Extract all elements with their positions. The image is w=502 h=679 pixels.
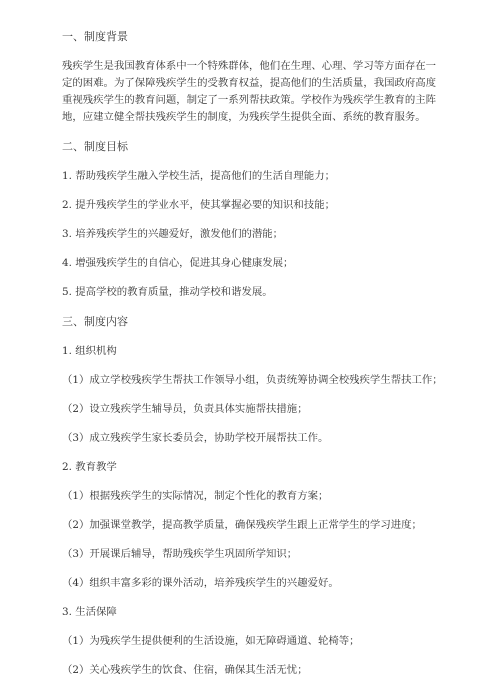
living-item-2: （2）关心残疾学生的饮食、住宿，确保其生活无忧； bbox=[62, 664, 308, 676]
subsection-title-teaching: 2. 教育教学 bbox=[62, 461, 117, 473]
subsection-title-living: 3. 生活保障 bbox=[62, 606, 117, 618]
goal-item-2: 2. 提升残疾学生的学业水平，使其掌握必要的知识和技能； bbox=[62, 199, 335, 211]
goal-item-5: 5. 提高学校的教育质量，推动学校和谐发展。 bbox=[62, 286, 273, 298]
organization-item-2: （2）设立残疾学生辅导员，负责具体实施帮扶措施； bbox=[62, 403, 308, 415]
teaching-item-3: （3）开展课后辅导，帮助残疾学生巩固所学知识； bbox=[62, 548, 298, 560]
living-item-1: （1）为残疾学生提供便利的生活设施，如无障碍通道、轮椅等； bbox=[62, 635, 360, 647]
goal-item-4: 4. 增强残疾学生的自信心，促进其身心健康发展； bbox=[62, 257, 294, 269]
teaching-item-2: （2）加强课堂教学，提高教学质量，确保残疾学生跟上正常学生的学习进度； bbox=[62, 519, 422, 531]
section-heading-goals: 二、制度目标 bbox=[62, 140, 128, 153]
teaching-item-4: （4）组织丰富多彩的课外活动，培养残疾学生的兴趣爱好。 bbox=[62, 577, 339, 589]
goal-item-3: 3. 培养残疾学生的兴趣爱好，激发他们的潜能； bbox=[62, 228, 284, 240]
organization-item-1: （1）成立学校残疾学生帮扶工作领导小组，负责统筹协调全校残疾学生帮扶工作； bbox=[62, 374, 443, 386]
background-paragraph: 残疾学生是我国教育体系中一个特殊群体，他们在生理、心理、学习等方面存在一定的困难。为了保障残疾学生的受教育权益，提高他们的生活质量，我国政府高度重视残疾学生的教育问题，制定了一系列帮扶政策。学校作为残疾学生教育的主阵地，应建立健全帮扶残疾学生的制度，为残疾学生提供全面、系统的教育服务。 bbox=[62, 60, 437, 123]
teaching-item-1: （1）根据残疾学生的实际情况，制定个性化的教育方案； bbox=[62, 490, 329, 502]
organization-item-3: （3）成立残疾学生家长委员会，协助学校开展帮扶工作。 bbox=[62, 432, 329, 444]
section-heading-content: 三、制度内容 bbox=[62, 315, 128, 328]
section-heading-background: 一、制度背景 bbox=[62, 30, 128, 43]
subsection-title-organization: 1. 组织机构 bbox=[62, 345, 117, 357]
goal-item-1: 1. 帮助残疾学生融入学校生活，提高他们的生活自理能力； bbox=[62, 170, 335, 182]
